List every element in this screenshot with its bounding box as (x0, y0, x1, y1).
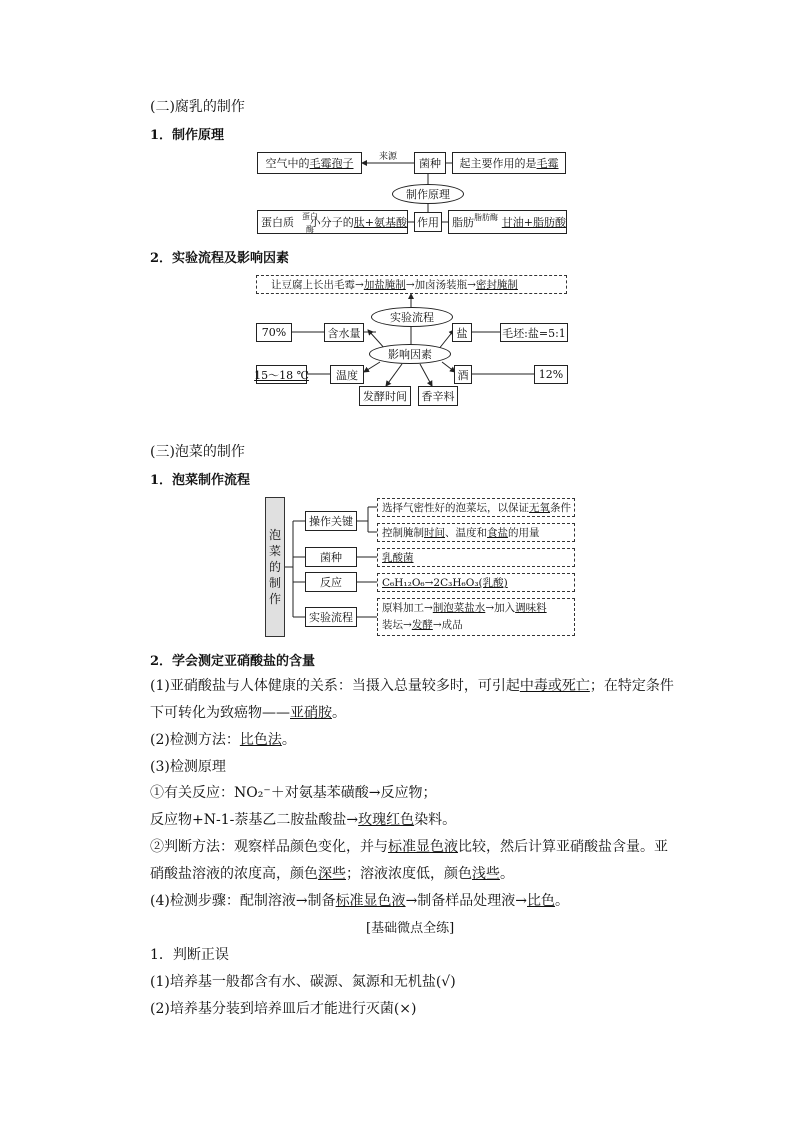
subheading-paocai-flow: 1．泡菜制作流程 (150, 473, 251, 488)
para-principle: (3)检测原理 (150, 759, 226, 775)
factors-ellipse: 影响因素 (369, 344, 451, 364)
strain-box: 菌种 (414, 152, 446, 174)
spice-box: 香辛料 (418, 386, 458, 406)
practice-title: [基础微点全练] (366, 921, 455, 936)
temp-box: 温度 (330, 365, 364, 384)
action-box: 作用 (414, 212, 442, 232)
paocai-root-box: 泡 菜 的 制 作 (265, 497, 285, 637)
source-label: 来源 (379, 152, 398, 162)
reaction-box: 反应 (305, 572, 357, 592)
section-heading-paocai: (三)泡菜的制作 (150, 444, 245, 460)
subheading-nitrite: 2．学会测定亚硝酸盐的含量 (150, 654, 316, 669)
practice-q2: (2)培养基分装到培养皿后才能进行灭菌(×) (150, 1001, 417, 1017)
section-heading-fuyu: (二)腐乳的制作 (150, 99, 245, 115)
exp-flow-ellipse: 实验流程 (371, 307, 453, 327)
practice-q1: (1)培养基一般都含有水、碳源、氮源和无机盐(√) (150, 974, 456, 990)
strain-value-box: 乳酸菌 (377, 548, 575, 567)
para-reaction: ①有关反应：NO₂⁻＋对氨基苯磺酸→反应物； (150, 785, 437, 801)
strain-box-2: 菌种 (305, 547, 357, 567)
salt-box: 盐 (452, 323, 472, 342)
main-role-box: 起主要作用的是 毛霉 (452, 152, 566, 174)
exp-box: 实验流程 (305, 607, 357, 627)
protein-box: 蛋白质 蛋白 酶 小分子的 肽+氨基酸 (257, 210, 408, 234)
exp-value-box: 原料加工→制泡菜盐水→加入调味料 装坛→发酵→成品 (377, 598, 575, 636)
subheading-principle: 1．制作原理 (150, 128, 225, 143)
water-box: 含水量 (324, 323, 364, 342)
wine-box: 酒 (454, 365, 472, 384)
value-70: 70% (256, 323, 292, 342)
key-item-2: 控制腌制 时间 、温度和 食盐 的用量 (377, 523, 575, 542)
para-health-2: 下可转化为致癌物——亚硝胺。 (150, 705, 346, 721)
subheading-flow: 2．实验流程及影响因素 (150, 251, 290, 266)
key-item-1: 选择气密性好的泡菜坛，以保证 无氧 条件 (377, 498, 575, 517)
para-health-1: (1)亚硝酸盐与人体健康的关系：当摄入总量较多时，可引起中毒或死亡；在特定条件 (150, 678, 674, 694)
principle-ellipse: 制作原理 (392, 184, 464, 204)
spore-box: 空气中的 毛霉孢子 (257, 152, 362, 174)
ferment-time-box: 发酵时间 (359, 386, 411, 406)
reaction-value-box: C₆H₁₂O₆→2C₃H₆O₃(乳酸) (377, 573, 575, 592)
para-judge-2: 硝酸盐溶液的浓度高，颜色深些；溶液浓度低，颜色浅些。 (150, 866, 514, 882)
fat-box: 脂肪 脂肪酶 甘油+脂肪酸 (448, 210, 567, 234)
protease-arrow: 蛋白 酶 (302, 212, 318, 234)
ratio-box: 毛坯:盐=5:1 (500, 323, 568, 342)
flow-dashed-box: 让豆腐上长出毛霉→ 加盐腌制 →加卤汤装瓶→ 密封腌制 (256, 275, 567, 294)
temp-value: 15～18 ℃ (256, 365, 307, 384)
key-box: 操作关键 (305, 511, 357, 531)
para-reaction-2: 反应物+N-1-萘基乙二胺盐酸盐→玫瑰红色染料。 (150, 812, 457, 828)
para-method: (2)检测方法：比色法。 (150, 732, 296, 748)
practice-subheading: 1．判断正误 (150, 947, 229, 963)
value-12: 12% (534, 365, 568, 384)
para-judge-1: ②判断方法：观察样品颜色变化，并与标准显色液比较，然后计算亚硝酸盐含量。亚 (150, 839, 668, 855)
para-steps: (4)检测步骤：配制溶液→制备标准显色液→制备样品处理液→比色。 (150, 893, 570, 909)
